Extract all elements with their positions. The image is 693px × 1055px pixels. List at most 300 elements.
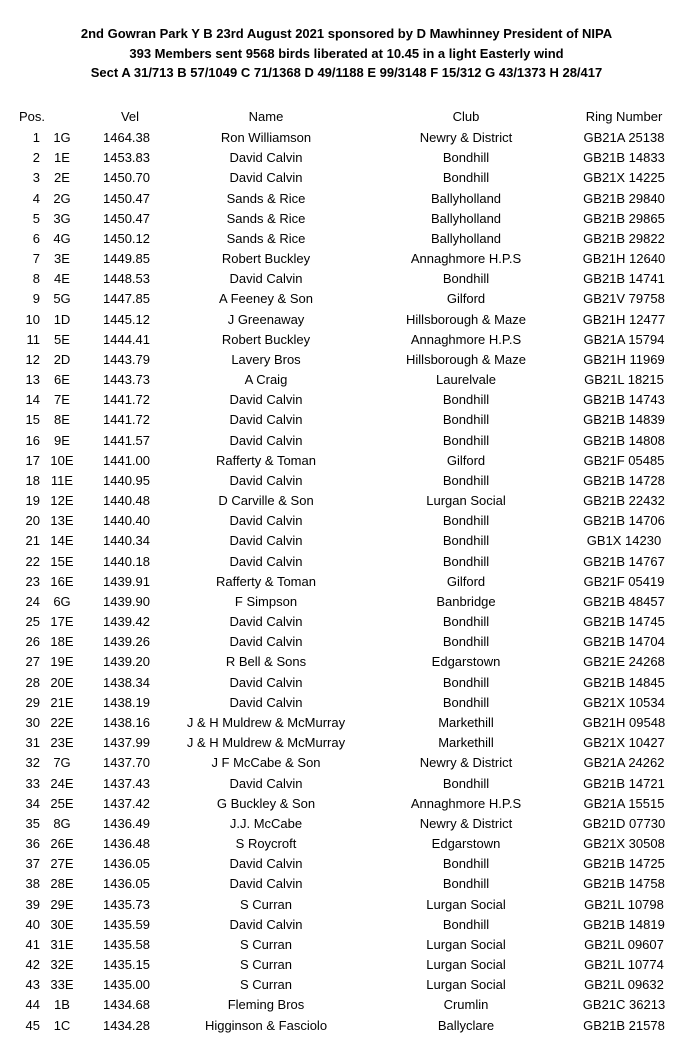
cell-position: 38 bbox=[25, 876, 40, 892]
table-row bbox=[0, 531, 693, 551]
cell-member-name: S Curran bbox=[239, 977, 293, 993]
cell-club: Newry & District bbox=[419, 755, 513, 771]
cell-position: 2 bbox=[32, 150, 40, 166]
cell-club: Bondhill bbox=[442, 412, 490, 428]
cell-member-name: A Craig bbox=[244, 372, 288, 388]
column-header-vel: Vel bbox=[120, 109, 140, 124]
cell-ring-number: GB21H 12640 bbox=[582, 251, 666, 267]
cell-ring-number: GB21L 10798 bbox=[584, 896, 664, 912]
table-row bbox=[0, 955, 693, 975]
cell-position: 25 bbox=[25, 614, 40, 630]
column-header-name: Name bbox=[248, 109, 284, 124]
cell-position: 17 bbox=[25, 452, 40, 468]
cell-section-position: 15E bbox=[50, 553, 74, 569]
cell-velocity: 1439.90 bbox=[103, 593, 150, 609]
table-row bbox=[0, 1016, 693, 1036]
cell-member-name: J F McCabe & Son bbox=[211, 755, 321, 771]
cell-club: Annaghmore H.P.S bbox=[410, 331, 522, 347]
cell-velocity: 1444.41 bbox=[103, 331, 150, 347]
cell-club: Lurgan Social bbox=[426, 957, 506, 973]
cell-ring-number: GB21E 24268 bbox=[583, 654, 665, 670]
cell-ring-number: GB21B 14743 bbox=[583, 392, 665, 408]
table-row bbox=[0, 168, 693, 188]
cell-member-name: D Carville & Son bbox=[218, 493, 314, 509]
cell-ring-number: GB21B 14758 bbox=[583, 876, 665, 892]
cell-velocity: 1447.85 bbox=[103, 291, 150, 307]
cell-ring-number: GB21B 29865 bbox=[583, 210, 665, 226]
cell-velocity: 1441.72 bbox=[103, 392, 150, 408]
cell-club: Ballyholland bbox=[430, 190, 502, 206]
cell-section-position: 31E bbox=[50, 936, 74, 952]
cell-velocity: 1450.47 bbox=[103, 190, 150, 206]
cell-position: 28 bbox=[25, 674, 40, 690]
cell-ring-number: GB21F 05485 bbox=[583, 452, 665, 468]
cell-ring-number: GB21B 14721 bbox=[583, 775, 665, 791]
table-row bbox=[0, 350, 693, 370]
cell-velocity: 1450.12 bbox=[103, 230, 150, 246]
cell-ring-number: GB21B 48457 bbox=[583, 593, 665, 609]
table-row bbox=[0, 774, 693, 794]
cell-club: Lurgan Social bbox=[426, 493, 506, 509]
cell-member-name: J & H Muldrew & McMurray bbox=[186, 714, 346, 730]
cell-position: 7 bbox=[32, 251, 40, 267]
cell-ring-number: GB21L 18215 bbox=[584, 372, 664, 388]
cell-member-name: J Greenaway bbox=[227, 311, 305, 327]
table-row bbox=[0, 733, 693, 753]
cell-velocity: 1453.83 bbox=[103, 150, 150, 166]
table-row bbox=[0, 310, 693, 330]
cell-member-name: David Calvin bbox=[229, 614, 303, 630]
cell-position: 24 bbox=[25, 593, 40, 609]
cell-velocity: 1440.18 bbox=[103, 553, 150, 569]
cell-section-position: 26E bbox=[50, 836, 74, 852]
cell-section-position: 6E bbox=[54, 372, 70, 388]
table-row bbox=[0, 552, 693, 572]
cell-section-position: 4E bbox=[54, 271, 70, 287]
cell-section-position: 4G bbox=[53, 230, 71, 246]
cell-member-name: David Calvin bbox=[229, 392, 303, 408]
cell-position: 33 bbox=[25, 775, 40, 791]
cell-club: Hillsborough & Maze bbox=[406, 351, 526, 367]
cell-position: 14 bbox=[25, 392, 40, 408]
table-row bbox=[0, 713, 693, 733]
cell-club: Gilford bbox=[446, 291, 486, 307]
cell-ring-number: GB21H 11969 bbox=[583, 351, 665, 367]
cell-member-name: J.J. McCabe bbox=[229, 815, 303, 831]
cell-ring-number: GB21A 15515 bbox=[583, 795, 665, 811]
cell-position: 1 bbox=[32, 130, 40, 145]
cell-position: 10 bbox=[25, 311, 40, 327]
cell-section-position: 33E bbox=[50, 977, 74, 993]
cell-club: Bondhill bbox=[442, 432, 490, 448]
cell-member-name: David Calvin bbox=[229, 916, 303, 932]
cell-club: Bondhill bbox=[442, 472, 490, 488]
race-summary: 393 Members sent 9568 birds liberated at 10.45 in a light Easterly wind bbox=[129, 45, 564, 61]
cell-section-position: 25E bbox=[50, 795, 74, 811]
cell-club: Bondhill bbox=[442, 775, 490, 791]
cell-ring-number: GB21A 15794 bbox=[583, 331, 665, 347]
cell-section-position: 30E bbox=[50, 916, 74, 932]
cell-ring-number: GB21B 14706 bbox=[583, 513, 665, 529]
cell-section-position: 2D bbox=[53, 351, 71, 367]
cell-velocity: 1445.12 bbox=[103, 311, 150, 327]
cell-ring-number: GB21B 14725 bbox=[583, 856, 665, 872]
cell-ring-number: GB21B 14728 bbox=[583, 472, 665, 488]
cell-ring-number: GB21B 14808 bbox=[583, 432, 665, 448]
cell-member-name: Higginson & Fasciolo bbox=[204, 1017, 328, 1033]
cell-club: Bondhill bbox=[442, 856, 490, 872]
cell-club: Bondhill bbox=[442, 533, 490, 549]
cell-position: 16 bbox=[25, 432, 40, 448]
cell-club: Markethill bbox=[438, 735, 494, 751]
cell-velocity: 1440.95 bbox=[103, 472, 150, 488]
cell-section-position: 32E bbox=[50, 957, 74, 973]
cell-club: Bondhill bbox=[442, 553, 490, 569]
cell-section-position: 12E bbox=[50, 493, 74, 509]
cell-position: 45 bbox=[25, 1017, 40, 1033]
cell-member-name: S Roycroft bbox=[235, 836, 297, 852]
cell-ring-number: GB21A 25138 bbox=[583, 130, 665, 145]
cell-ring-number: GB21H 12477 bbox=[582, 311, 666, 327]
cell-member-name: David Calvin bbox=[229, 775, 303, 791]
cell-member-name: Robert Buckley bbox=[221, 251, 311, 267]
cell-position: 29 bbox=[25, 694, 40, 710]
cell-club: Markethill bbox=[438, 714, 494, 730]
cell-club: Lurgan Social bbox=[426, 896, 506, 912]
cell-velocity: 1441.00 bbox=[103, 452, 150, 468]
table-row bbox=[0, 471, 693, 491]
table-row bbox=[0, 249, 693, 269]
table-row bbox=[0, 410, 693, 430]
cell-member-name: Ron Williamson bbox=[220, 130, 312, 145]
cell-member-name: Rafferty & Toman bbox=[216, 573, 316, 589]
cell-position: 5 bbox=[32, 210, 40, 226]
cell-section-position: 22E bbox=[50, 714, 74, 730]
cell-member-name: G Buckley & Son bbox=[216, 795, 316, 811]
cell-velocity: 1437.42 bbox=[103, 795, 150, 811]
cell-club: Annaghmore H.P.S bbox=[410, 795, 522, 811]
table-row bbox=[0, 753, 693, 773]
table-row bbox=[0, 915, 693, 935]
column-header-ring: Ring Number bbox=[585, 109, 663, 124]
cell-member-name: David Calvin bbox=[229, 472, 303, 488]
cell-member-name: Rafferty & Toman bbox=[216, 452, 316, 468]
cell-velocity: 1439.20 bbox=[103, 654, 150, 670]
table-body bbox=[0, 128, 693, 1036]
table-row bbox=[0, 673, 693, 693]
cell-member-name: David Calvin bbox=[229, 432, 303, 448]
cell-velocity: 1440.48 bbox=[103, 493, 150, 509]
cell-ring-number: GB21X 10534 bbox=[583, 694, 665, 710]
column-header-pos: Pos. bbox=[18, 109, 45, 124]
cell-velocity: 1440.40 bbox=[103, 513, 150, 529]
cell-member-name: R Bell & Sons bbox=[225, 654, 307, 670]
cell-position: 22 bbox=[25, 553, 40, 569]
cell-member-name: David Calvin bbox=[229, 271, 303, 287]
cell-velocity: 1449.85 bbox=[103, 251, 150, 267]
cell-position: 20 bbox=[25, 513, 40, 529]
cell-position: 8 bbox=[32, 271, 40, 287]
cell-club: Edgarstown bbox=[431, 836, 501, 852]
table-header-row bbox=[0, 106, 693, 128]
cell-section-position: 3G bbox=[53, 210, 71, 226]
table-row bbox=[0, 431, 693, 451]
cell-velocity: 1440.34 bbox=[103, 533, 150, 549]
cell-position: 26 bbox=[25, 634, 40, 650]
table-row bbox=[0, 632, 693, 652]
cell-club: Hillsborough & Maze bbox=[406, 311, 526, 327]
cell-position: 11 bbox=[26, 331, 40, 347]
cell-club: Ballyholland bbox=[430, 210, 502, 226]
cell-section-position: 18E bbox=[50, 634, 74, 650]
cell-ring-number: GB21B 21578 bbox=[583, 1017, 665, 1033]
cell-position: 44 bbox=[25, 997, 40, 1013]
cell-section-position: 14E bbox=[50, 533, 74, 549]
cell-section-position: 28E bbox=[50, 876, 74, 892]
table-row bbox=[0, 612, 693, 632]
table-row bbox=[0, 289, 693, 309]
cell-position: 37 bbox=[25, 856, 40, 872]
cell-ring-number: GB21D 07730 bbox=[582, 815, 666, 831]
cell-club: Bondhill bbox=[442, 876, 490, 892]
cell-section-position: 17E bbox=[50, 614, 74, 630]
table-row bbox=[0, 491, 693, 511]
cell-section-position: 10E bbox=[50, 452, 74, 468]
results-table bbox=[0, 106, 693, 1036]
table-row bbox=[0, 209, 693, 229]
cell-section-position: 27E bbox=[50, 856, 74, 872]
race-title: 2nd Gowran Park Y B 23rd August 2021 sponsored by D Mawhinney President of NIPA bbox=[80, 26, 613, 41]
cell-ring-number: GB21L 09632 bbox=[584, 977, 664, 993]
cell-ring-number: GB21C 36213 bbox=[582, 997, 666, 1013]
cell-section-position: 5G bbox=[53, 291, 71, 307]
cell-position: 36 bbox=[25, 836, 40, 852]
table-row bbox=[0, 693, 693, 713]
cell-velocity: 1437.70 bbox=[103, 755, 150, 771]
cell-velocity: 1438.16 bbox=[103, 714, 150, 730]
table-row bbox=[0, 794, 693, 814]
cell-ring-number: GB21B 14833 bbox=[583, 150, 665, 166]
cell-section-position: 7G bbox=[53, 755, 71, 771]
cell-ring-number: GB21B 22432 bbox=[583, 493, 665, 509]
table-row bbox=[0, 330, 693, 350]
cell-ring-number: GB21F 05419 bbox=[583, 573, 665, 589]
cell-ring-number: GB21B 29822 bbox=[583, 230, 665, 246]
cell-club: Bondhill bbox=[442, 694, 490, 710]
cell-position: 18 bbox=[25, 472, 40, 488]
cell-member-name: A Feeney & Son bbox=[219, 291, 313, 307]
cell-club: Bondhill bbox=[442, 614, 490, 630]
cell-velocity: 1443.73 bbox=[103, 372, 150, 388]
cell-velocity: 1435.15 bbox=[103, 957, 150, 973]
cell-club: Newry & District bbox=[419, 130, 513, 145]
cell-section-position: 2G bbox=[53, 190, 71, 206]
cell-club: Bondhill bbox=[442, 392, 490, 408]
cell-ring-number: GB21B 14745 bbox=[583, 614, 665, 630]
table-row bbox=[0, 451, 693, 471]
cell-velocity: 1436.48 bbox=[103, 836, 150, 852]
cell-ring-number: GB21X 30508 bbox=[583, 836, 665, 852]
cell-position: 42 bbox=[25, 957, 40, 973]
cell-velocity: 1435.58 bbox=[103, 936, 150, 952]
cell-member-name: David Calvin bbox=[229, 513, 303, 529]
cell-section-position: 5E bbox=[54, 331, 70, 347]
table-row bbox=[0, 229, 693, 249]
cell-position: 21 bbox=[25, 533, 40, 549]
cell-position: 27 bbox=[25, 654, 40, 670]
cell-club: Bondhill bbox=[442, 150, 490, 166]
cell-member-name: S Curran bbox=[239, 957, 293, 973]
cell-section-position: 7E bbox=[54, 392, 70, 408]
cell-section-position: 11E bbox=[50, 472, 74, 488]
cell-position: 3 bbox=[32, 170, 40, 186]
cell-position: 41 bbox=[25, 936, 40, 952]
section-counts: Sect A 31/713 B 57/1049 C 71/1368 D 49/1188 E 99/3148 F 15/312 G 43/1373 H 28/417 bbox=[90, 65, 603, 80]
cell-position: 43 bbox=[25, 977, 40, 993]
cell-position: 30 bbox=[25, 714, 40, 730]
table-row bbox=[0, 572, 693, 592]
cell-section-position: 1E bbox=[54, 150, 70, 166]
cell-velocity: 1439.42 bbox=[103, 614, 150, 630]
cell-velocity: 1437.99 bbox=[103, 735, 150, 751]
cell-club: Gilford bbox=[446, 452, 486, 468]
cell-club: Bondhill bbox=[442, 170, 490, 186]
table-row bbox=[0, 995, 693, 1015]
cell-velocity: 1434.28 bbox=[103, 1017, 150, 1033]
cell-section-position: 1D bbox=[53, 311, 71, 327]
cell-ring-number: GB21B 14767 bbox=[583, 553, 665, 569]
cell-member-name: S Curran bbox=[239, 936, 293, 952]
cell-member-name: David Calvin bbox=[229, 634, 303, 650]
cell-velocity: 1438.19 bbox=[103, 694, 150, 710]
table-row bbox=[0, 592, 693, 612]
cell-member-name: David Calvin bbox=[229, 876, 303, 892]
table-row bbox=[0, 834, 693, 854]
cell-position: 15 bbox=[25, 412, 40, 428]
cell-velocity: 1436.05 bbox=[103, 876, 150, 892]
cell-section-position: 21E bbox=[50, 694, 74, 710]
cell-position: 13 bbox=[25, 372, 40, 388]
cell-club: Bondhill bbox=[442, 513, 490, 529]
cell-ring-number: GB21H 09548 bbox=[582, 714, 666, 730]
cell-position: 40 bbox=[25, 916, 40, 932]
cell-velocity: 1435.73 bbox=[103, 896, 150, 912]
cell-section-position: 19E bbox=[50, 654, 74, 670]
cell-section-position: 13E bbox=[50, 513, 74, 529]
cell-velocity: 1434.68 bbox=[103, 997, 150, 1013]
cell-section-position: 1B bbox=[54, 997, 70, 1013]
cell-member-name: Sands & Rice bbox=[226, 210, 306, 226]
table-row bbox=[0, 935, 693, 955]
cell-velocity: 1450.70 bbox=[103, 170, 150, 186]
cell-position: 4 bbox=[32, 190, 40, 206]
cell-section-position: 6G bbox=[53, 593, 71, 609]
cell-section-position: 1G bbox=[53, 130, 71, 145]
cell-velocity: 1438.34 bbox=[103, 674, 150, 690]
table-row bbox=[0, 370, 693, 390]
table-row bbox=[0, 854, 693, 874]
cell-member-name: David Calvin bbox=[229, 694, 303, 710]
cell-ring-number: GB21V 79758 bbox=[583, 291, 665, 307]
cell-position: 39 bbox=[25, 896, 40, 912]
cell-member-name: David Calvin bbox=[229, 170, 303, 186]
cell-ring-number: GB21B 14741 bbox=[583, 271, 665, 287]
cell-position: 19 bbox=[25, 493, 40, 509]
cell-velocity: 1435.59 bbox=[103, 916, 150, 932]
cell-club: Bondhill bbox=[442, 271, 490, 287]
cell-club: Lurgan Social bbox=[426, 936, 506, 952]
cell-member-name: David Calvin bbox=[229, 553, 303, 569]
cell-member-name: David Calvin bbox=[229, 533, 303, 549]
table-row bbox=[0, 814, 693, 834]
cell-velocity: 1439.91 bbox=[103, 573, 150, 589]
cell-position: 9 bbox=[32, 291, 40, 307]
cell-velocity: 1439.26 bbox=[103, 634, 150, 650]
table-row bbox=[0, 511, 693, 531]
table-row bbox=[0, 975, 693, 995]
cell-member-name: Sands & Rice bbox=[226, 190, 306, 206]
cell-velocity: 1436.49 bbox=[103, 815, 150, 831]
cell-member-name: Lavery Bros bbox=[231, 351, 301, 367]
cell-velocity: 1443.79 bbox=[103, 351, 150, 367]
cell-member-name: F Simpson bbox=[234, 593, 298, 609]
table-row bbox=[0, 895, 693, 915]
cell-position: 6 bbox=[32, 230, 40, 246]
table-row bbox=[0, 874, 693, 894]
cell-ring-number: GB21B 14819 bbox=[583, 916, 665, 932]
cell-ring-number: GB1X 14230 bbox=[586, 533, 662, 549]
cell-ring-number: GB21A 24262 bbox=[583, 755, 665, 771]
cell-ring-number: GB21B 14704 bbox=[583, 634, 665, 650]
table-row bbox=[0, 269, 693, 289]
cell-club: Annaghmore H.P.S bbox=[410, 251, 522, 267]
cell-club: Crumlin bbox=[443, 997, 489, 1013]
cell-section-position: 16E bbox=[50, 573, 74, 589]
cell-ring-number: GB21L 10774 bbox=[584, 957, 664, 973]
cell-club: Ballyclare bbox=[437, 1017, 495, 1033]
cell-section-position: 9E bbox=[54, 432, 70, 448]
table-row bbox=[0, 390, 693, 410]
cell-member-name: J & H Muldrew & McMurray bbox=[186, 735, 346, 751]
cell-club: Newry & District bbox=[419, 815, 513, 831]
cell-section-position: 29E bbox=[50, 896, 74, 912]
cell-section-position: 24E bbox=[50, 775, 74, 791]
cell-velocity: 1450.47 bbox=[103, 210, 150, 226]
cell-club: Bondhill bbox=[442, 634, 490, 650]
cell-member-name: David Calvin bbox=[229, 150, 303, 166]
table-row bbox=[0, 128, 693, 148]
cell-position: 31 bbox=[25, 735, 40, 751]
cell-section-position: 2E bbox=[54, 170, 70, 186]
cell-velocity: 1448.53 bbox=[103, 271, 150, 287]
cell-club: Banbridge bbox=[436, 593, 496, 609]
cell-member-name: Fleming Bros bbox=[227, 997, 305, 1013]
cell-position: 35 bbox=[25, 815, 40, 831]
cell-position: 12 bbox=[25, 351, 40, 367]
cell-section-position: 20E bbox=[50, 674, 74, 690]
cell-member-name: David Calvin bbox=[229, 674, 303, 690]
table-row bbox=[0, 148, 693, 168]
cell-position: 34 bbox=[25, 795, 40, 811]
cell-position: 23 bbox=[25, 573, 40, 589]
cell-velocity: 1435.00 bbox=[103, 977, 150, 993]
table-row bbox=[0, 652, 693, 672]
cell-velocity: 1441.57 bbox=[103, 432, 150, 448]
cell-club: Lurgan Social bbox=[426, 977, 506, 993]
cell-ring-number: GB21B 29840 bbox=[583, 190, 665, 206]
cell-section-position: 23E bbox=[50, 735, 74, 751]
cell-club: Edgarstown bbox=[431, 654, 501, 670]
